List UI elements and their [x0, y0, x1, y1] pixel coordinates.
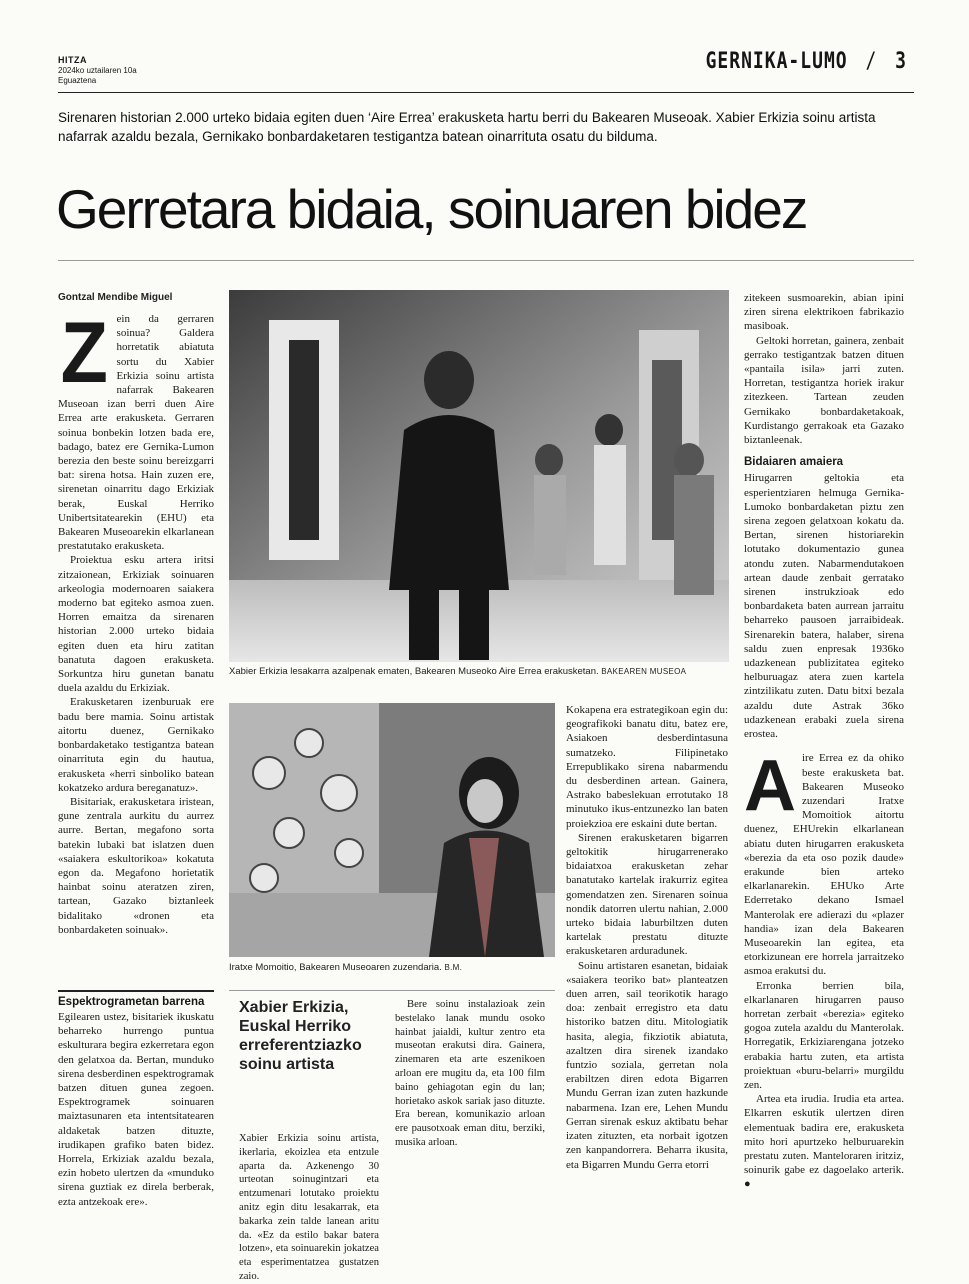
profile-box [229, 990, 555, 1282]
article-column-4 [744, 291, 904, 1192]
director-photo [229, 703, 555, 957]
photo-2-caption [229, 962, 555, 973]
paragraph: Bisitariak, erakusketara iristean, gune zentrala aurkitu du aurrez aurre. Bertan, megafono sorta batekin lubaki bat islatzen duen «saiakera eskultorikoa» kokatuta egon da. Megafono horietatik hainbat soinu ateratzen ziren, tartean, Gazako biztanleek bidalitako «dronen eta bonbardaketen soinuak». [58, 795, 214, 936]
profile-text-2 [395, 998, 545, 1150]
article-column-1 [58, 305, 214, 937]
article-column-3 [566, 703, 728, 1172]
column-1-lower [58, 990, 214, 1209]
paragraph: Hirugarren geltokia eta esperientziaren helmuga Gernika-Lumoko bonbardaketan piztu zen sirena zegoen gelatxoan kokatu da. Bertan, sirenen historiarekin lotutako dokumentazio gunea atondu zuten. Nabarmendutakoen artean daude zenbait gerratako sirenen instrukzioak edo bonbardaketa baten aurrean jarraitu beharreko pausoen jarraibideak. Sirenarekin batera, halaber, sirena saldu zuen enpresak 1936ko udazkenean publizitatea egiteko helburuagaz atera zuen kartela zintzilikatu zuten. Datu bitxi bezala azaldu dute Astrak 36ko udazkenean erabaki zuela sirena erostea. [744, 472, 904, 741]
paragraph: Proiektua esku artera iritsi zitzaionean, Erkiziak soinuaren arkeologia modernoaren saiakera moderno bat egiteko asmoa zuen. Horren emaitza da sirenaren historian 2.000 urteko bidaia egiten duen eta hiru zatitan banatuta dagoen erakusketa. Sorkuntza hiru gunetan banatu duela azaldu du Erkiziak. [58, 554, 214, 695]
profile-text-1 [239, 1132, 379, 1284]
paragraph-text: ein da gerraren soinua? Galdera horretatik abiatuta sortu du Xabier Erkizia soinu artista nafarrak Bakearen Museoan izan berri duen Aire Errea arte erakusketa. Gerraren soinua bonbekin lotzen bada ere, badago, batez ere Gernika-Lumon berezia den beste soinu bereizgarri bat: sirena hotsa. Hain zuzen ere, sirenetan oinarritu dago Erkiziak berak, Euskal Herriko Unibertsitatearekin (EHU) eta Bakearen Museoarekin elkarlanean prestatutako erakusketa. [58, 313, 214, 553]
photo-1-credit: BAKEAREN MUSEOA [601, 667, 687, 676]
issue-date: 2024ko uztailaren 10a [58, 66, 137, 75]
section-header [706, 48, 907, 74]
paragraph: Kokapena era estrategikoan egin du: geografikoki banatu ditu, batez ere, Asiakoen desberdintasuna sumatzeko. Filipinetako Errepublikako sirena nabarmendu du desberdinen artean. Gainera, Astrako babeslekuan errotutako 18 minutuko ikus-entzunezko lan baten proiekzioa ere eskaini dute bertan. [566, 704, 728, 830]
section-separator: / [865, 48, 878, 75]
paragraph: Sirenen erakusketaren bigarren geltokitik hirugarrenerako bidaiatxoa erakusketan zehar banatutako kartelak irakurriz egitea gomendatzen zen. Sirenaren soinua nondik datorren ulertu nahian, 2.000 urteko bidaia laburbiltzen duten kartelak prestatu dituzte erakusketaren arduradunek. [566, 831, 728, 958]
subhead-bidaiaren-amaiera: Bidaiaren amaiera [744, 456, 844, 469]
profile-paragraph: Xabier Erkizia soinu artista, ikerlaria, ekoizlea eta entzule aparta da. Azkenengo 30 urteotan soinugintzari eta entzumenari lotutako proiektu anitz egin ditu lesakarrak, eta bakarka zein talde lanean aritu da. «Ez da estilo bakar batera lotzen», eta soinuarekin jokatzea eta esperimentatzea gustatzen zaio. [239, 1133, 379, 1282]
profile-rule [229, 990, 555, 991]
headline: Gerretara bidaia, soinuaren bidez [56, 178, 807, 240]
page-number: 3 [895, 48, 907, 75]
photo-2-credit: B.M. [444, 963, 463, 972]
lead-paragraph: Sirenaren historian 2.000 urteko bidaia egiten duen ‘Aire Errea’ erakusketa hartu berri du Bakearen Museoak. Xabier Erkizia soinu artista nafarrak azaldu bezala, Gernikako bonbardaketaren testigantza batean oinarrituta osatu du bilduma. [58, 110, 876, 144]
paragraph: Egilearen ustez, bisitariek ikuskatu beharreko hurrengo puntua eskulturara begira ezkerretara egon den gelatxoa da. Bertan, munduko sirena desberdinen espektrogramak batzen dituen gunea zegoen. Espektrogramek soinuaren maiztasunaren eta intentsitatearen aldaketak batzen dituzte, irudikapen grafiko baten bidez. Horrela, Erkiziak azaldu bezala, ezin hobeto ulertzen da «munduko sirena guztiak ez direla berberak, ezta antzekoak ere». [58, 1011, 214, 1208]
dropcap: Z [60, 305, 108, 401]
photo-1-caption [229, 666, 729, 677]
photo-2-caption-text: Iratxe Momoitio, Bakearen Museoaren zuzendaria. [229, 962, 442, 973]
paragraph: zitekeen susmoarekin, abian ipini ziren sirena elektrikoen fabrikazio masiboak. [744, 292, 904, 333]
paragraph: Erronka berrien bila, elkarlanaren hirugarren pauso horretan zerbait «berezia» egiteko gogoa zutela azaldu du Manterolak. Horregatik, Erkiziarengana jotzeko erabakia hartu zuten, eta artista proiektuan «buru-belarri» murgildu zen. [744, 979, 904, 1091]
subhead-espektrogramak: Espektrogrametan barrena [58, 996, 205, 1008]
subhead-rule [58, 990, 214, 992]
second-dropcap-paragraph [744, 746, 904, 978]
exhibition-photo [229, 290, 729, 662]
byline: Gontzal Mendibe Miguel [58, 292, 173, 303]
header-rule [58, 92, 914, 93]
paragraph: Soinu artistaren esanetan, bidaiak «saiakera teoriko bat» planteatzen duen arren, sail teorikotik harago doa: zenbait erregistro eta datu historiko batzen ditu. Mitologiatik hasita, alegia, fikziotik abiatuta, azaltzen dira sirenek izandako funtzio soziala, gerretan nola erabiltzen diren edota Bigarren Mundu Gerran izan zuten hazkunde nabarmena. Izan ere, Lehen Mundu Gerran sirenak eskuz aktibatu behar izaten zituzten, eta norbait igotzen zen kanpandorrera. Beharra ikusita, eta Bigarren Mundu Gerra etorri [566, 959, 728, 1171]
paragraph-text: ire Errea ez da ohiko beste erakusketa bat. Bakearen Museoko zuzendari Iratxe Momoitiok aitortu duenez, EHUrekin elkarlanean abiatu duten hirugarren erakusketa «berezia da eta oso pozik daude» erakunde bien arteko elkarlanarekin. EHUko Arte Ederretako dekano Ismael Manterolak ere adierazi du «plazer handia» izan dela Bakearen Museoarekin lan egitea, eta etorkizunean ere horrela jarraitzeko asmoa erakutsi du. [744, 752, 904, 978]
opening-paragraph [58, 305, 214, 553]
exhibition-photo-image [229, 290, 729, 662]
director-photo-image [229, 703, 555, 957]
dropcap: A [744, 746, 796, 827]
photo-1-caption-text: Xabier Erkizia lesakarra azalpenak ematen, Bakearen Museoko Aire Errea erakusketan. [229, 666, 599, 677]
profile-paragraph: Bere soinu instalazioak zein bestelako lanak mundu osoko hainbat jaialdi, kultur zentro eta museotan erakutsi dira. Gainera, zinemaren eta arte eszenikoen arloan ere mugitu da, eta 100 film baino gehiagotan egin du lan; horietako askok sariak jaso dituzte. Era berean, komunikazio arloan ere pausotxoak eman ditu, berziki, musika arloan. [395, 999, 545, 1148]
headline-rule [58, 260, 914, 261]
paragraph: Erakusketaren izenburuak ere badu bere mamia. Soinu artistak aitortu duenez, Gernikako bonbardaketako testigantza batean oinarrituta egin du hautua, erakusketa «herri sinboliko batean kokatzeko ardura bereganatuz». [58, 696, 214, 794]
profile-title: Xabier Erkizia, Euskal Herriko erreferentziazko soinu artista [239, 999, 362, 1073]
publication-name: HITZA [58, 55, 87, 65]
paragraph: Artea eta irudia. Irudia eta artea. Elkarren eskutik ulertzen diren elementuak badira ere, erakusketa mito hori apurtzeko helburuarekin prestatu zuten. Manteloraren iritziz, soinurik gabe ez dagoelako arterik. ● [744, 1093, 904, 1191]
issue-weekday: Eguaztena [58, 76, 97, 85]
paragraph: Geltoki horretan, gainera, zenbait gerrako testigantzak batzen dituen «pantaila isila» jarri zuten. Horretan, testigantza horiek irakur zitezkeen. Tartean zeuden Gernikako bonbardaketakoak, Kurdistango gerrakoak eta Gazako biztanleenak. [744, 334, 904, 447]
section-name: GERNIKA-LUMO [705, 48, 848, 75]
